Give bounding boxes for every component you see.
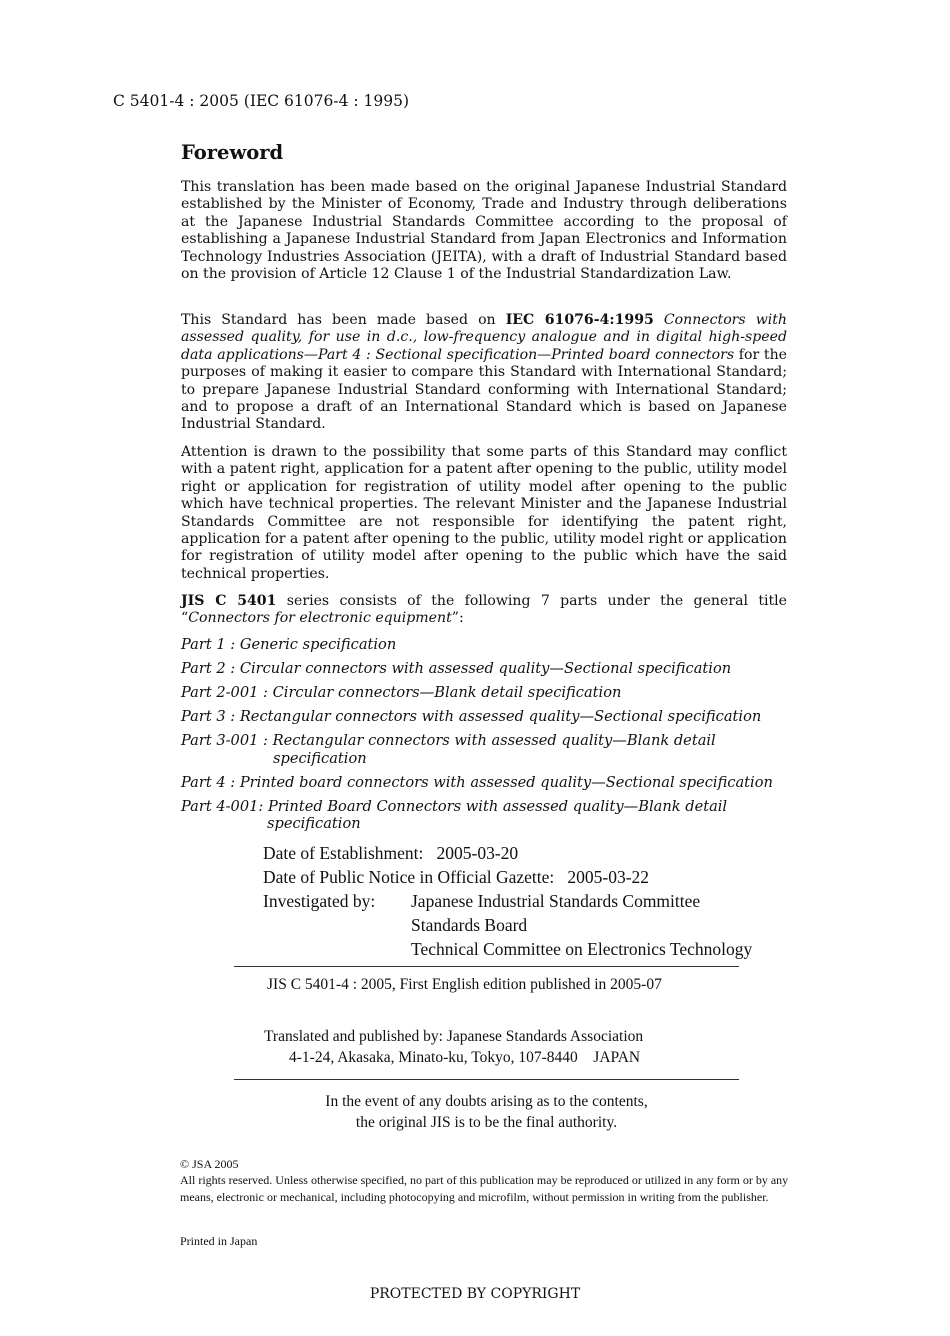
list-item	[181, 636, 801, 654]
part-label-continuation: specification	[267, 815, 361, 832]
copyright-mark: © JSA 2005	[180, 1157, 239, 1171]
part-label: Part 4 : Printed board connectors with assessed quality—Sectional specification	[181, 773, 773, 791]
parts-list	[181, 636, 801, 833]
document-code-header: C 5401-4 : 2005 (IEC 61076-4 : 1995)	[113, 92, 410, 110]
part-label: Part 2-001 : Circular connectors—Blank detail specification	[181, 684, 622, 701]
part-label: Part 3 : Rectangular connectors with assessed quality—Sectional specification	[181, 708, 762, 725]
foreword-paragraph-2	[181, 312, 787, 434]
divider	[234, 966, 739, 967]
investigated-by-line: Japanese Industrial Standards Committee	[411, 891, 701, 911]
foreword-paragraph-4	[181, 593, 787, 628]
list-item	[181, 684, 801, 702]
public-notice-date: 2005-03-22	[567, 867, 650, 887]
establishment-date-row	[263, 843, 518, 864]
investigated-by-line: Technical Committee on Electronics Technology	[411, 939, 753, 959]
publisher-line: Translated and published by: Japanese Standards Association	[264, 1028, 644, 1045]
part-label: Part 1 : Generic specification	[181, 636, 397, 653]
jis-series-reference: JIS C 5401	[181, 593, 277, 609]
investigated-by-line: Standards Board	[411, 915, 528, 935]
list-item	[181, 732, 801, 767]
series-general-title: Connectors for electronic equipment	[188, 610, 452, 627]
authority-note-line-2: the original JIS is to be the final authority.	[355, 1114, 618, 1131]
rights-statement: All rights reserved. Unless otherwise specified, no part of this publication may be reproduced or utilized in any form or by any means, electronic or mechanical, including photocopying and microfilm, without permission in writing from the publisher.	[180, 1173, 789, 1204]
edition-note: JIS C 5401-4 : 2005, First English edition published in 2005-07	[267, 976, 662, 993]
publisher-address: 4-1-24, Akasaka, Minato-ku, Tokyo, 107-8440 JAPAN	[289, 1049, 641, 1066]
part-label: Part 4-001: Printed Board Connectors with assessed quality—Blank detail	[181, 797, 728, 815]
copyright-footer: PROTECTED BY COPYRIGHT	[369, 1286, 581, 1302]
list-item	[181, 660, 801, 678]
iec-title: Connectors with assessed quality, for use in d.c., low-frequency analogue and in digital high-speed data applications—Part 4 : Sectional specification—Printed board connectors	[181, 312, 788, 363]
page-title: Foreword	[181, 141, 284, 164]
list-item	[181, 774, 801, 792]
foreword-paragraph-1: This translation has been made based on the original Japanese Industrial Standard established by the Minister of Economy, Trade and Industry through deliberations at the Japanese Industrial Standards Committee according to the proposal of establishing a Japanese Industrial Standard from Japan Electronics and Information Technology Industries Association (JEITA), with a draft of Industrial Standard based on the provision of Article 12 Clause 1 of the Industrial Standardization Law.	[181, 179, 787, 283]
paragraph-2-lead: This Standard has been made based on	[181, 312, 506, 328]
part-label: Part 2 : Circular connectors with assessed quality—Sectional specification	[181, 660, 732, 677]
divider	[234, 1079, 739, 1080]
public-notice-label: Date of Public Notice in Official Gazette:	[263, 867, 555, 887]
list-item	[181, 708, 801, 726]
paragraph-4-mid: series consists of the following 7 parts under the general title “	[181, 593, 787, 627]
establishment-date: 2005-03-20	[436, 843, 519, 863]
paragraph-4-end: ”:	[451, 610, 464, 627]
public-notice-row	[263, 867, 649, 888]
iec-reference: IEC 61076-4:1995	[505, 312, 654, 328]
part-label: Part 3-001 : Rectangular connectors with assessed quality—Blank detail	[181, 732, 716, 749]
investigated-by-label: Investigated by:	[263, 891, 376, 911]
paragraph-2-tail: for the purposes of making it easier to compare this Standard with International Standard; to prepare Japanese Industrial Standard conforming with International Standard; and to propose a draft of an International Standard which is based on Japanese Industrial Standard.	[181, 346, 787, 433]
part-label-continuation: specification	[273, 749, 367, 767]
authority-note-line-1: In the event of any doubts arising as to the contents,	[325, 1093, 648, 1110]
establishment-label: Date of Establishment:	[263, 843, 424, 863]
foreword-paragraph-3: Attention is drawn to the possibility that some parts of this Standard may conflict with a patent right, application for a patent after opening to the public, utility model right or application for registration of utility model after opening to the public which have technical properties. The relevant Minister and the Japanese Industrial Standards Committee are not responsible for identifying the patent right, application for a patent after opening to the public, utility model right or application for registration of utility model after opening to the public which have the said technical properties.	[181, 444, 787, 582]
printed-in: Printed in Japan	[180, 1234, 258, 1248]
list-item	[181, 798, 801, 833]
